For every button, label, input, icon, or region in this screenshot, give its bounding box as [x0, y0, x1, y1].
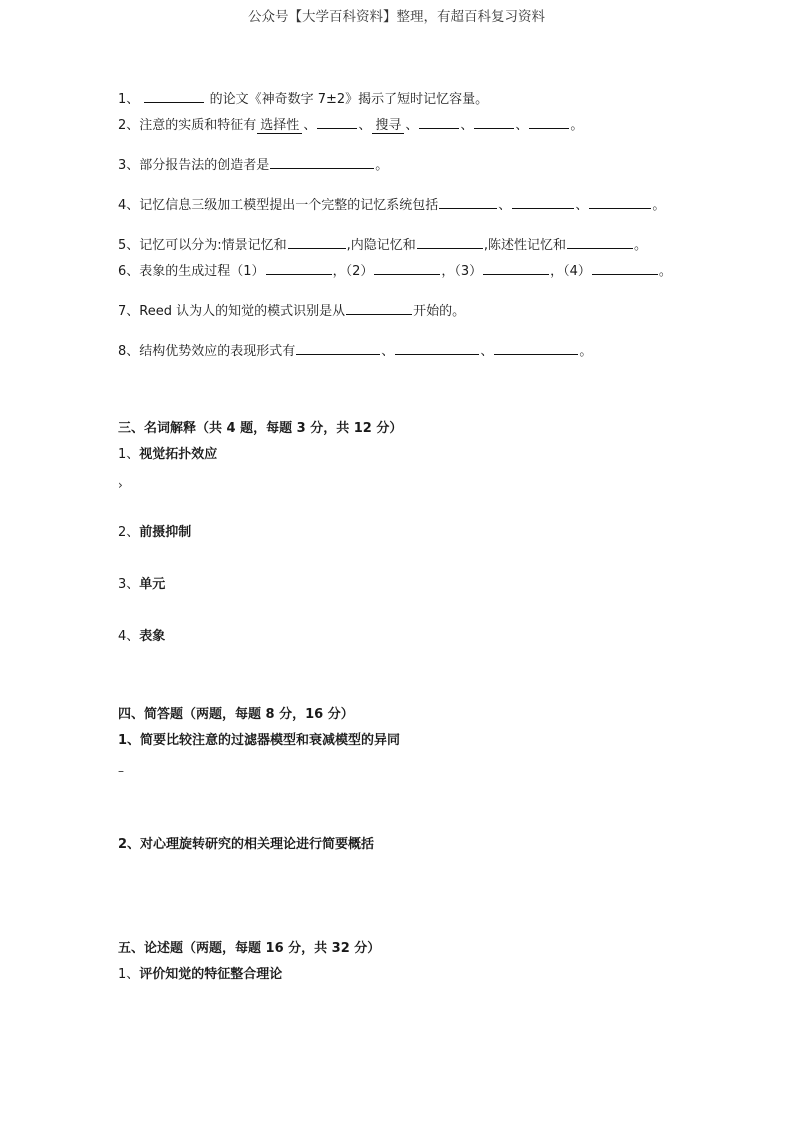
section-4-title: 四、简答题（两题，每题 8 分，16 分）: [118, 707, 354, 722]
term-item: 1、视觉拓扑效应: [118, 447, 218, 462]
question-text: Reed 认为人的知觉的模式识别是从: [139, 304, 346, 319]
answer-blank[interactable]: [567, 236, 633, 249]
term-item: 2、前摄抑制: [118, 525, 192, 540]
answer-blank[interactable]: [296, 342, 380, 355]
answer-blank[interactable]: [419, 116, 459, 129]
answer-blank[interactable]: [374, 262, 440, 275]
answer-blank[interactable]: [529, 116, 569, 129]
question-3: 3、部分报告法的创造者是 。: [118, 158, 389, 173]
question-number: 7、: [118, 304, 140, 319]
answer-blank[interactable]: [474, 116, 514, 129]
answer-blank[interactable]: [439, 196, 497, 209]
short-answer-item: 1、简要比较注意的过滤器模型和衰减模型的异同: [118, 733, 401, 748]
question-number: 8、: [118, 344, 140, 359]
question-number: 5、: [118, 238, 140, 253]
question-text: 的论文《神奇数字 7±2》揭示了短时记忆容量。: [209, 92, 489, 107]
answer-blank[interactable]: [270, 156, 374, 169]
short-answer-item: 2、对心理旋转研究的相关理论进行简要概括: [118, 837, 375, 852]
question-2: 2、注意的实质和特征有 选择性 、 、 搜寻 、 、 、 。: [118, 118, 584, 133]
question-number: 3、: [118, 158, 140, 173]
answer-blank[interactable]: [288, 236, 346, 249]
question-8: 8、结构优势效应的表现形式有 、 、 。: [118, 344, 593, 359]
question-text: 注意的实质和特征有: [139, 118, 257, 133]
term-item: 3、单元: [118, 577, 166, 592]
answer-filled-2: 搜寻: [372, 119, 404, 134]
question-4: 4、记忆信息三级加工模型提出一个完整的记忆系统包括 、 、 。: [118, 198, 666, 213]
answer-blank[interactable]: [144, 90, 204, 103]
answer-blank[interactable]: [512, 196, 574, 209]
stray-mark: –: [118, 764, 124, 778]
answer-blank[interactable]: [494, 342, 578, 355]
page-header: 公众号【大学百科资料】整理，有超百科复习资料: [248, 9, 545, 25]
section-5-title: 五、论述题（两题，每题 16 分，共 32 分）: [118, 941, 381, 956]
question-number: 1、: [118, 92, 140, 107]
question-number: 6、: [118, 264, 140, 279]
question-text: 记忆可以分为:情景记忆和: [139, 238, 287, 253]
question-text: 部分报告法的创造者是: [139, 158, 270, 173]
question-7: 7、Reed 认为人的知觉的模式识别是从 开始的。: [118, 304, 466, 319]
answer-blank[interactable]: [317, 116, 357, 129]
answer-blank[interactable]: [346, 302, 412, 315]
question-number: 2、: [118, 118, 140, 133]
section-3-title: 三、名词解释（共 4 题，每题 3 分，共 12 分）: [118, 421, 403, 436]
answer-blank[interactable]: [417, 236, 483, 249]
question-number: 4、: [118, 198, 140, 213]
question-text: 表象的生成过程（1）: [139, 264, 265, 279]
essay-item: 1、评价知觉的特征整合理论: [118, 967, 283, 982]
answer-filled-1: 选择性: [257, 119, 302, 134]
term-item: 4、表象: [118, 629, 166, 644]
question-text: 记忆信息三级加工模型提出一个完整的记忆系统包括: [139, 198, 439, 213]
question-1: [118, 90, 488, 108]
question-6: 6、表象的生成过程（1） ，（2） ，（3） ，（4） 。: [118, 264, 672, 279]
question-text: 结构优势效应的表现形式有: [139, 344, 296, 359]
question-5: 5、记忆可以分为:情景记忆和 ,内隐记忆和 ,陈述性记忆和 。: [118, 238, 647, 253]
answer-blank[interactable]: [589, 196, 651, 209]
stray-mark: ›: [118, 478, 123, 492]
answer-blank[interactable]: [266, 262, 332, 275]
answer-blank[interactable]: [592, 262, 658, 275]
answer-blank[interactable]: [483, 262, 549, 275]
answer-blank[interactable]: [395, 342, 479, 355]
